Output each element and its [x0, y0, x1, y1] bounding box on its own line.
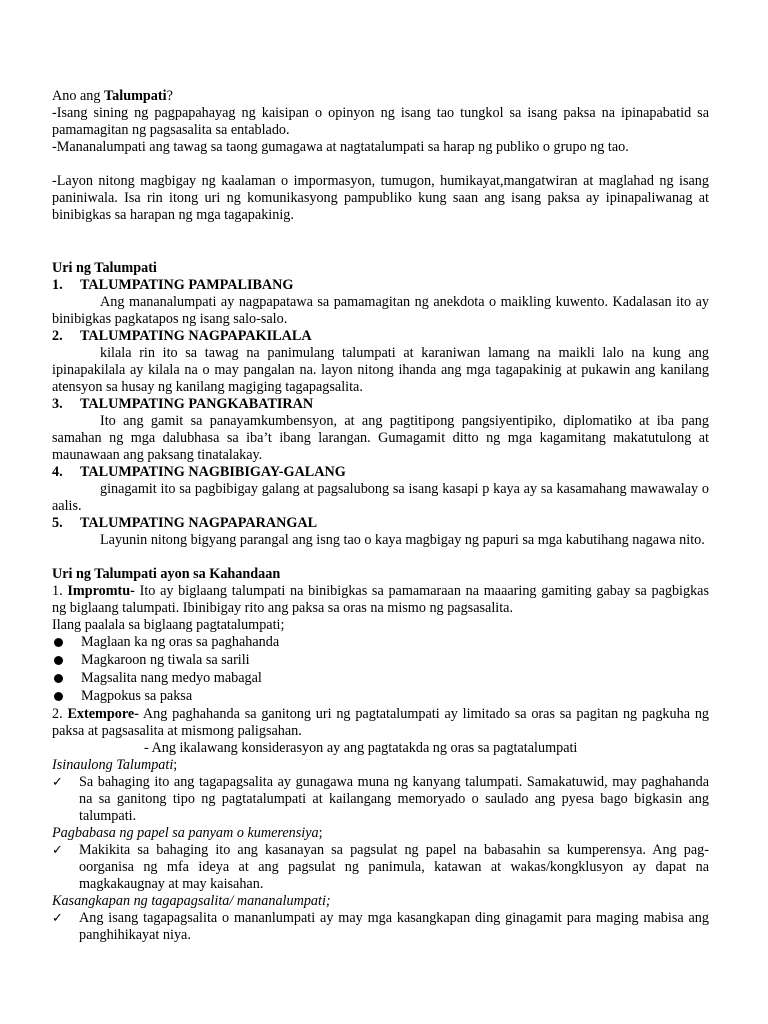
- item-title: TALUMPATING NAGPAPARANGAL: [80, 515, 318, 531]
- list-item: [52, 652, 709, 670]
- item-description: Ito ang gamit sa panayamkumbensyon, at ang pagtitipong pangsiyentipiko, diplomatiko at iba pang samahan ng mga dalubhasa sa iba’t ibang larangan. Gumagamit ditto ng mga kagamitang makatutulong at maunawaan ang paksang tinatalakay.: [52, 413, 709, 463]
- tip-text: Magsalita nang medyo mabagal: [81, 670, 262, 686]
- tip-text: Magkaroon ng tiwala sa sarili: [81, 652, 250, 668]
- definition-1: -Isang sining ng pagpapahayag ng kaisipan o opinyon ng isang tao tungkol sa isang paksa na ipinapabatid sa pamamagitan ng pagsasalita sa entablado.: [52, 105, 709, 138]
- question-suffix: ?: [166, 88, 173, 104]
- check-mark-icon: ✓: [52, 911, 63, 926]
- section-pagbabasa: [52, 825, 709, 893]
- section-title-suffix: ;: [173, 757, 178, 773]
- paalala-line: Ilang paalala sa biglaang pagtatalumpati;: [52, 617, 285, 633]
- item-title: TALUMPATING PAMPALIBANG: [80, 277, 294, 293]
- impromtu-text: Ito ay biglaang talumpati na binibigkas sa pamamaraan na maaaring gamiting gabay sa pagbigkas ng biglaang talumpati. Ibinibigay rito ang paksa sa oras na mismo ng pagsasalita.: [52, 583, 710, 616]
- definition-3: -Layon nitong magbigay ng kaalaman o impormasyon, tumugon, humikayat,mangatwiran at maglahad ng isang paniniwala. Isa rin itong uri ng komunikasyong pampubliko kung saan ang isang paksa ay ipinapaliwanag at binibigkas sa harapan ng mga tagapakinig.: [52, 173, 709, 223]
- uri-item-4: [52, 464, 709, 515]
- section-title: Kasangkapan ng tagapagsalita/ mananalumpati;: [52, 893, 331, 909]
- list-item: [52, 688, 709, 706]
- extempore-label: Extempore-: [67, 706, 139, 722]
- item-number: 3.: [52, 396, 63, 412]
- question-prefix: Ano ang: [52, 88, 105, 104]
- uri-item-3: [52, 396, 709, 464]
- uri-item-5: [52, 515, 709, 549]
- section-text: Makikita sa bahaging ito ang kasanayan sa pagsulat ng papel na babasahin sa kumperensya. Ang pag-oorganisa ng mfa ideya at ang pagsulat ng panimula, katawan at wakas/kongklusyon ay dapat na magkakaugnay at may kaisahan.: [79, 842, 709, 892]
- section-title: Isinaulong Talumpati: [52, 757, 174, 773]
- section-title-suffix: ;: [318, 825, 323, 841]
- item-number: 2.: [52, 328, 63, 344]
- extempore-paragraph: [52, 706, 709, 740]
- item-description: kilala rin ito sa tawag na panimulang talumpati at karaniwan lamang na maikli lalo na kung ang ipinapakilala ay kilala na o may pangalan na. layon nitong ihanda ang mga tagapakinig at pukawin ang kanilang atensyon sa husay ng kanilang magiging tagapagsalita.: [52, 345, 709, 395]
- item-title: TALUMPATING NAGPAPAKILALA: [80, 328, 312, 344]
- section-text: Ang isang tagapagsalita o mananlumpati ay may mga kasangkapan ding ginagamit para maging mabisa ang panghihikayat niya.: [79, 910, 709, 943]
- definition-2: -Mananalumpati ang tawag sa taong gumagawa at nagtatalumpati sa harap ng publiko o grupo ng tao.: [52, 139, 629, 155]
- section-kasangkapan: [52, 893, 709, 944]
- check-mark-icon: ✓: [52, 775, 63, 790]
- uri-item-1: [52, 277, 709, 328]
- impromtu-paragraph: [52, 583, 709, 617]
- extempore-sub-note: - Ang ikalawang konsiderasyon ay ang pagtatakda ng oras sa pagtatalumpati: [144, 740, 578, 756]
- tip-text: Magpokus sa paksa: [81, 688, 193, 704]
- uri-item-2: [52, 328, 709, 396]
- document-page: [52, 88, 709, 944]
- section-title: Pagbabasa ng papel sa panyam o kumerensiya: [52, 825, 319, 841]
- uri-heading: Uri ng Talumpati: [52, 260, 157, 276]
- question-term: Talumpati: [104, 88, 167, 104]
- item-number: 5.: [52, 515, 63, 531]
- item-description: ginagamit ito sa pagbibigay galang at pagsalubong sa isang kasapi p kaya ay sa kasamahang mawawalay o aalis.: [52, 481, 709, 514]
- bullet-dot-icon: [54, 692, 63, 701]
- extempore-number: 2.: [52, 706, 68, 722]
- extempore-text: Ang paghahanda sa ganitong uri ng pagtatalumpati ay limitado sa oras sa pagitan ng pagkuha ng paksa at pagsasalita at mismong paligsahan.: [52, 706, 710, 739]
- intro-question: [52, 88, 709, 105]
- item-title: TALUMPATING PANGKABATIRAN: [80, 396, 314, 412]
- impromtu-label: Impromtu-: [67, 583, 135, 599]
- tip-text: Maglaan ka ng oras sa paghahanda: [81, 634, 280, 650]
- section-text: Sa bahaging ito ang tagapagsalita ay gunagawa muna ng kanyang talumpati. Samakatuwid, may paghahanda na sa ganitong tipo ng pagtatalumpati at kailangang memoryado o saulado ang pyesa bago bigkasin ang talumpati.: [79, 774, 709, 824]
- list-item: [52, 634, 709, 652]
- tips-list: [52, 634, 709, 706]
- list-item: [52, 670, 709, 688]
- item-description: Ang mananalumpati ay nagpapatawa sa pamamagitan ng anekdota o maikling kuwento. Kadalasan ito ay binibigkas pagkatapos ng isang salo-salo.: [52, 294, 709, 327]
- item-number: 1.: [52, 277, 63, 293]
- section-isinaulong: [52, 757, 709, 825]
- bullet-dot-icon: [54, 638, 63, 647]
- bullet-dot-icon: [54, 674, 63, 683]
- item-title: TALUMPATING NAGBIBIGAY-GALANG: [80, 464, 346, 480]
- item-number: 4.: [52, 464, 63, 480]
- item-description: Layunin nitong bigyang parangal ang isng tao o kaya magbigay ng papuri sa mga kabutihang nagawa nito.: [100, 532, 705, 548]
- bullet-dot-icon: [54, 656, 63, 665]
- check-mark-icon: ✓: [52, 843, 63, 858]
- impromtu-number: 1.: [52, 583, 68, 599]
- kahandaan-heading: Uri ng Talumpati ayon sa Kahandaan: [52, 566, 281, 582]
